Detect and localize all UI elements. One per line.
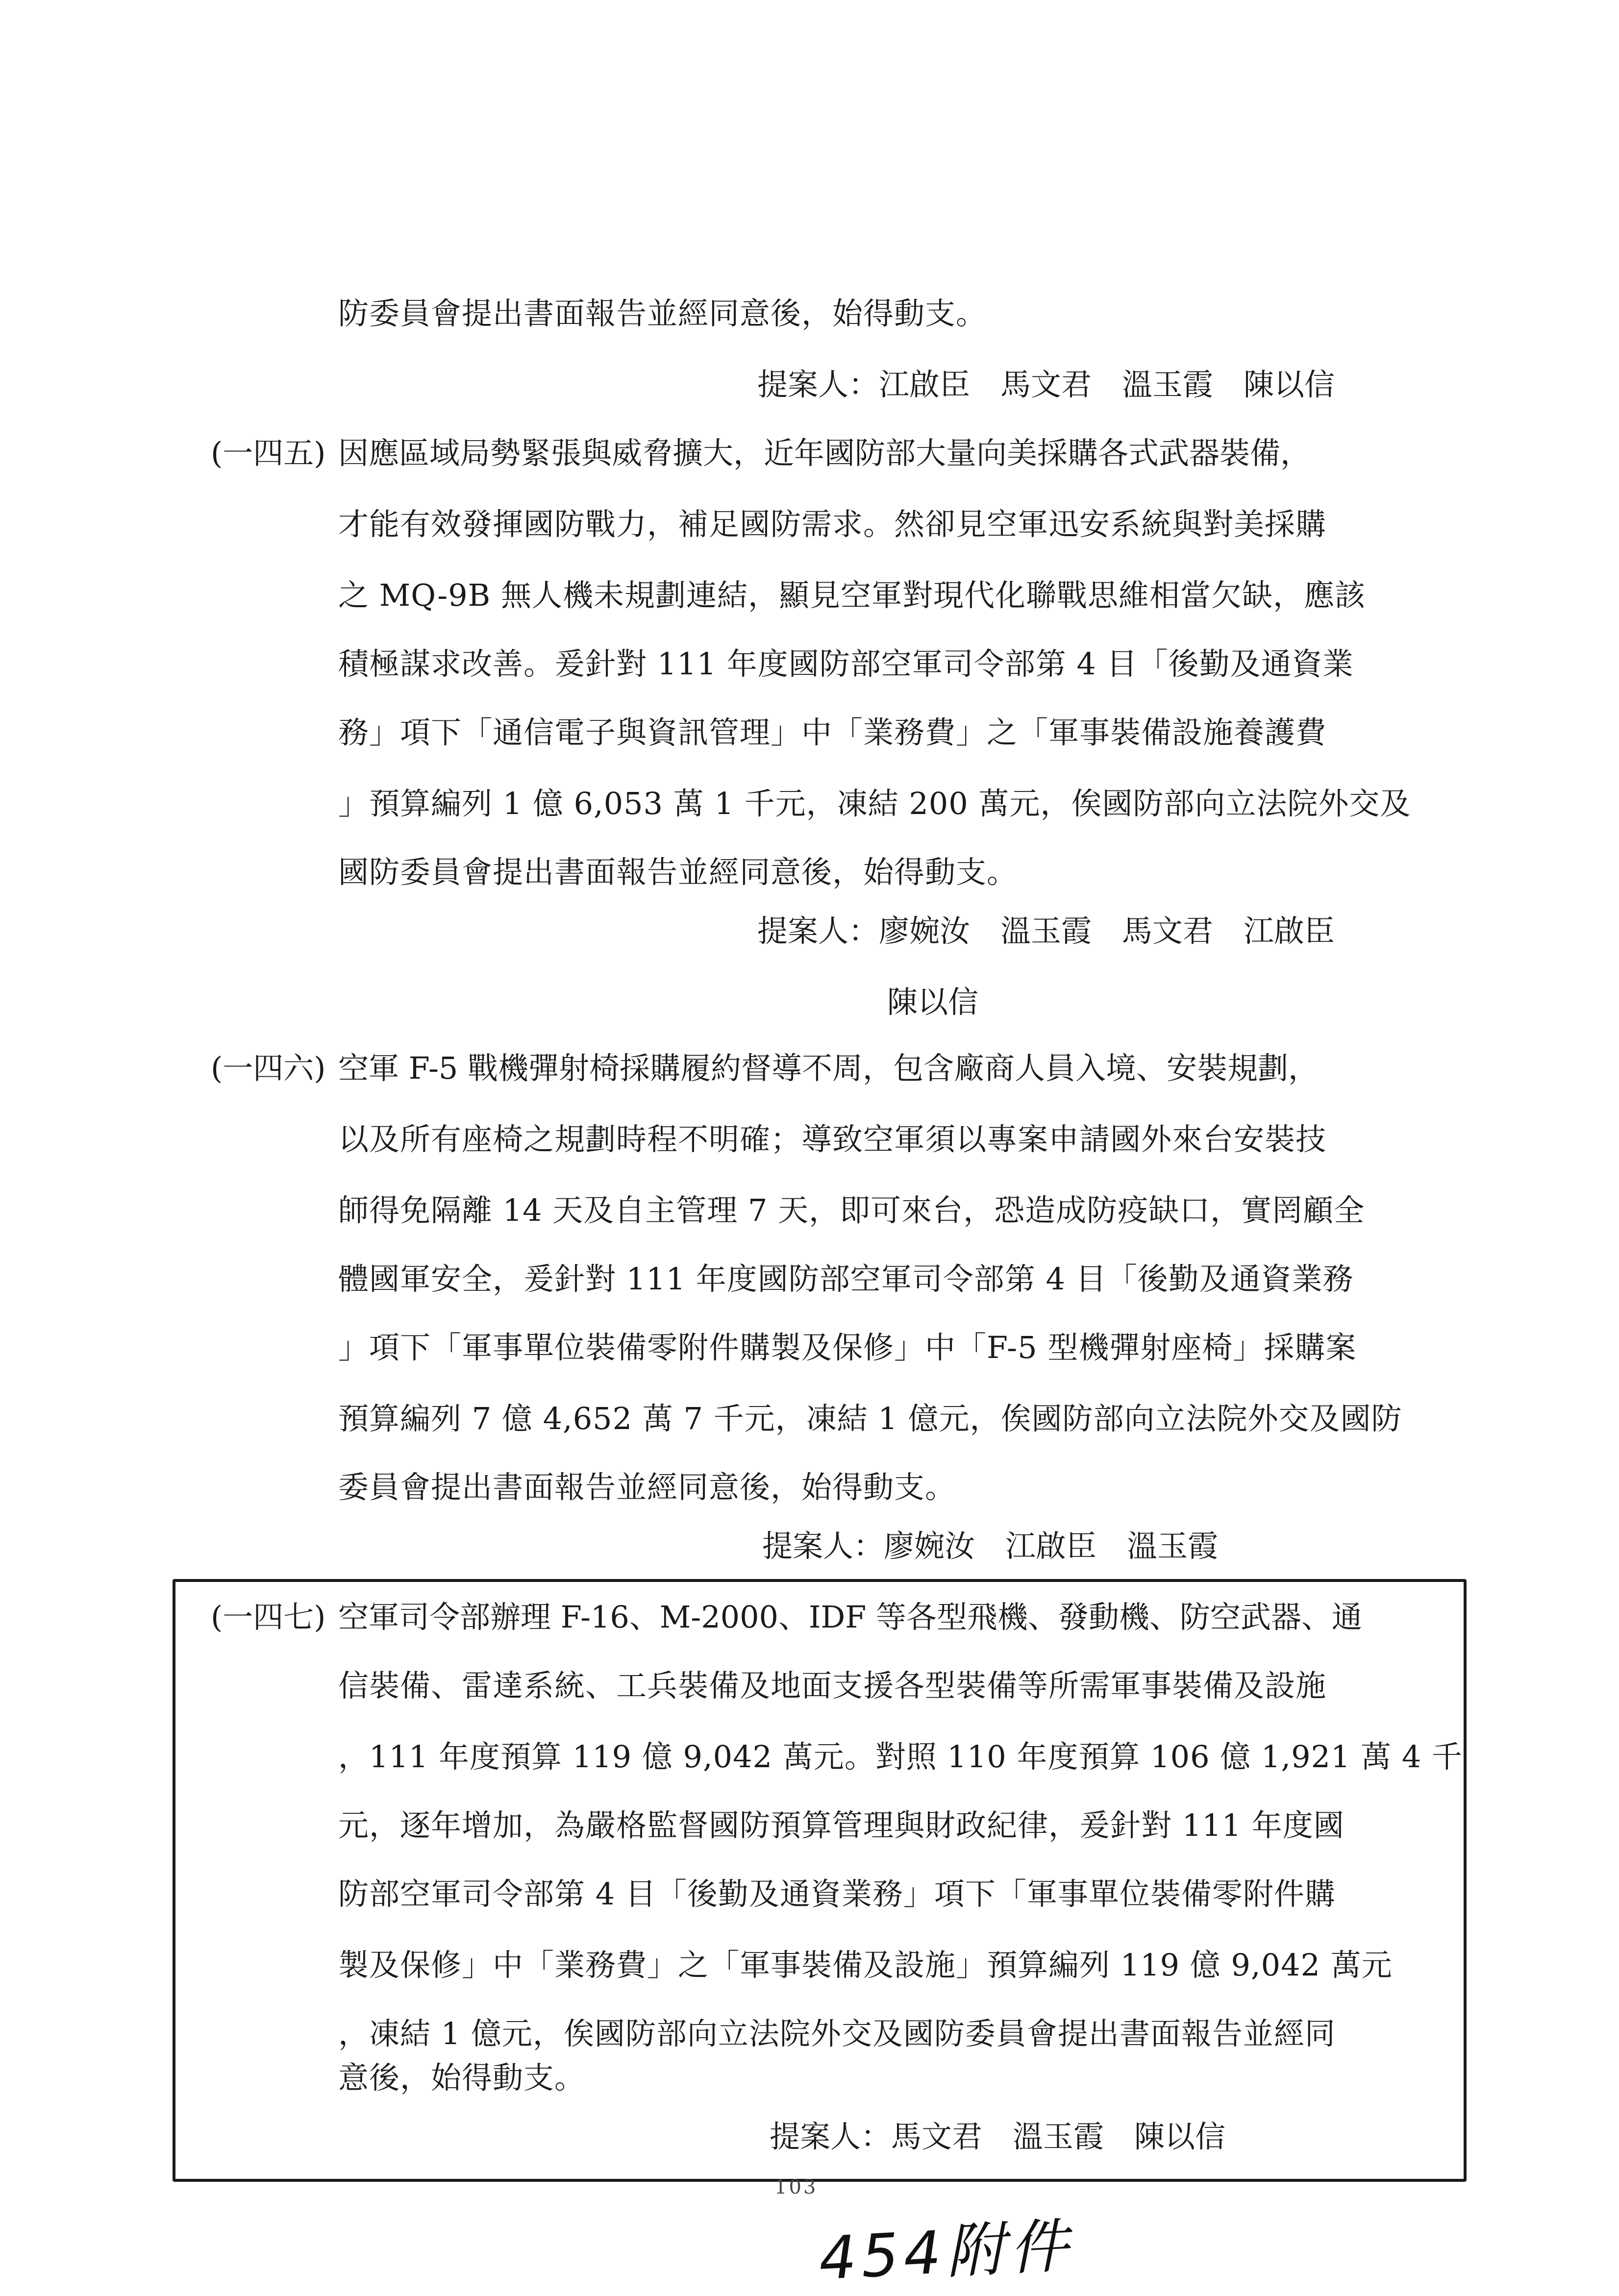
item-147-line-5: 防部空軍司令部第 4 目「後勤及通資業務」項下「軍事單位裝備零附件購 — [338, 1876, 1336, 1912]
item-146-line-7: 委員會提出書面報告並經同意後，始得動支。 — [338, 1469, 956, 1505]
item-145-line-4: 積極謀求改善。爰針對 111 年度國防部空軍司令部第 4 目「後勤及通資業 — [338, 646, 1354, 682]
item-145-line-7: 國防委員會提出書面報告並經同意後，始得動支。 — [338, 854, 1018, 890]
item-146-line-2: 以及所有座椅之規劃時程不明確；導致空軍須以專案申請國外來台安裝技 — [338, 1121, 1327, 1157]
item-147-line-3: ，111 年度預算 119 億 9,042 萬元。對照 110 年度預算 106 億 1,921 萬 4 千 — [338, 1739, 1463, 1775]
item-146-label: (一四六) — [211, 1050, 326, 1086]
item-147-line-8: 意後，始得動支。 — [338, 2060, 586, 2096]
item-145-line-3: 之 MQ-9B 無人機未規劃連結，顯見空軍對現代化聯戰思維相當欠缺，應該 — [338, 577, 1366, 613]
handwritten-annotation: 454附件 — [817, 2212, 1075, 2294]
item-145-proposers-cont: 陳以信 — [887, 984, 979, 1020]
item-145-line-5: 務」項下「通信電子與資訊管理」中「業務費」之「軍事裝備設施養護費 — [338, 715, 1327, 750]
item-145-line-1: 因應區域局勢緊張與威脅擴大，近年國防部大量向美採購各式武器裝備， — [338, 435, 1311, 471]
item-145-line-2: 才能有效發揮國防戰力，補足國防需求。然卻見空軍迅安系統與對美採購 — [338, 506, 1327, 542]
item-145-proposers: 提案人：廖婉汝 溫玉霞 馬文君 江啟臣 — [757, 913, 1335, 949]
item-146-line-6: 預算編列 7 億 4,652 萬 7 千元，凍結 1 億元，俟國防部向立法院外交及國防 — [338, 1401, 1402, 1436]
intro-line: 防委員會提出書面報告並經同意後，始得動支。 — [338, 296, 987, 331]
item-145-label: (一四五) — [211, 435, 326, 471]
item-147-line-2: 信裝備、雷達系統、工兵裝備及地面支援各型裝備等所需軍事裝備及設施 — [338, 1668, 1327, 1703]
item-145-line-6: 」預算編列 1 億 6,053 萬 1 千元，凍結 200 萬元，俟國防部向立法院外交及 — [338, 786, 1411, 821]
intro-proposers: 提案人：江啟臣 馬文君 溫玉霞 陳以信 — [757, 367, 1335, 402]
item-147-line-1: 空軍司令部辦理 F-16、M-2000、IDF 等各型飛機、發動機、防空武器、通 — [338, 1599, 1362, 1635]
item-146-line-1: 空軍 F-5 戰機彈射椅採購履約督導不周，包含廠商人員入境、安裝規劃， — [338, 1050, 1319, 1086]
item-146-proposers: 提案人：廖婉汝 江啟臣 溫玉霞 — [762, 1528, 1219, 1564]
item-146-line-5: 」項下「軍事單位裝備零附件購製及保修」中「F-5 型機彈射座椅」採購案 — [338, 1330, 1357, 1365]
item-146-line-4: 體國軍安全，爰針對 111 年度國防部空軍司令部第 4 目「後勤及通資業務 — [338, 1261, 1354, 1297]
item-147-proposers: 提案人：馬文君 溫玉霞 陳以信 — [770, 2119, 1226, 2154]
item-147-line-7: ，凍結 1 億元，俟國防部向立法院外交及國防委員會提出書面報告並經同 — [338, 2016, 1336, 2051]
item-147-line-6: 製及保修」中「業務費」之「軍事裝備及設施」預算編列 119 億 9,042 萬元 — [338, 1947, 1393, 1983]
page-number: 103 — [774, 2176, 818, 2198]
item-146-line-3: 師得免隔離 14 天及自主管理 7 天，即可來台，恐造成防疫缺口，實罔顧全 — [338, 1192, 1365, 1228]
item-147-label: (一四七) — [211, 1599, 326, 1635]
item-147-line-4: 元，逐年增加，為嚴格監督國防預算管理與財政紀律，爰針對 111 年度國 — [338, 1807, 1345, 1843]
